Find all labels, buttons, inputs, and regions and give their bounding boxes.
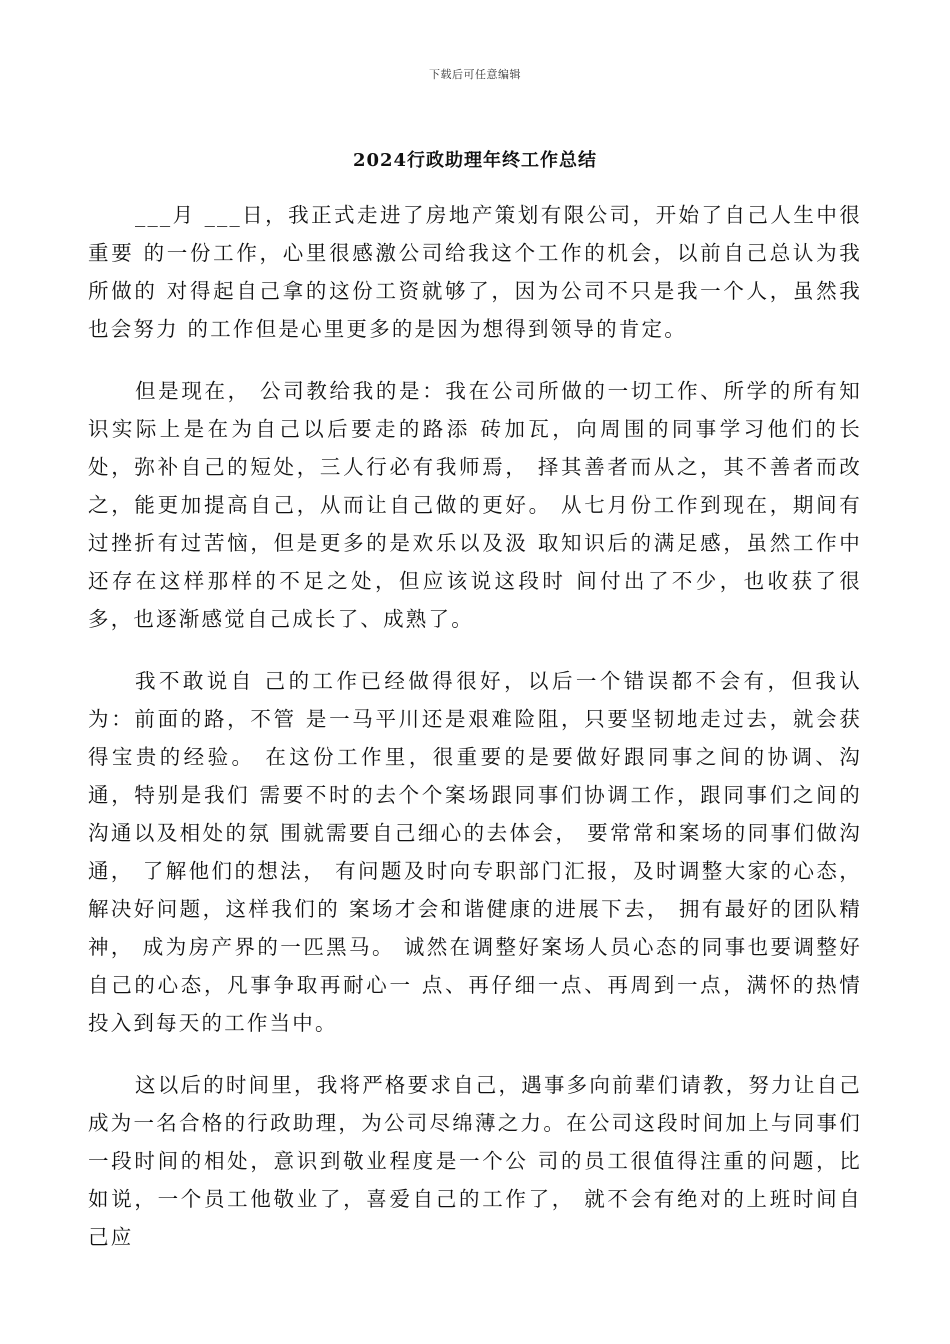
paragraph: 但是现在， 公司教给我的是：我在公司所做的一切工作、所学的所有知识实际上是在为自己以后要走的路添 砖加瓦，向周围的同事学习他们的长处，弥补自己的短处，三人行必有我师焉， 择其善者而从之，其不善者而改之，能更加提高自己，从而让自己做的更好。 从七月份工作到现在，期间有过挫折有过苦恼，但是更多的是欢乐以及汲 取知识后的满足感，虽然工作中还存在这样那样的不足之处，但应该说这段时 间付出了不少，也收获了很多，也逐渐感觉自己成长了、成熟了。 — [88, 379, 862, 631]
paragraph: 我不敢说自 己的工作已经做得很好，以后一个错误都不会有，但我认为：前面的路，不管 是一马平川还是艰难险阻，只要坚韧地走过去，就会获得宝贵的经验。 在这份工作里，很重要的是要做好跟同事之间的协调、沟通，特别是我们 需要不时的去个个案场跟同事们协调工作，跟同事们之间的沟通以及相处的氛 围就需要自己细心的去体会， 要常常和案场的同事们做沟通， 了解他们的想法， 有问题及时向专职部门汇报，及时调整大家的心态，解决好问题，这样我们的 案场才会和谐健康的进展下去， 拥有最好的团队精神， 成为房产界的一匹黑马。 诚然在调整好案场人员心态的同事也要调整好自己的心态，凡事争取再耐心一 点、再仔细一点、再周到一点，满怀的热情投入到每天的工作当中。 — [88, 669, 862, 1035]
paragraph: 这以后的时间里，我将严格要求自己，遇事多向前辈们请教，努力让自己成为一名合格的行政助理，为公司尽绵薄之力。在公司这段时间加上与同事们一段时间的相处，意识到敬业程度是一个公 司的员工很值得注重的问题，比如说，一个员工他敬业了，喜爱自己的工作了， 就不会有绝对的上班时间自己应 — [88, 1073, 862, 1249]
document-title: 2024行政助理年终工作总结 — [352, 150, 598, 171]
paragraph: ___月 ___日，我正式走进了房地产策划有限公司，开始了自己人生中很重要 的一份工作，心里很感激公司给我这个工作的机会，以前自己总认为我所做的 对得起自己拿的这份工资就够了，因为公司不只是我一个人，虽然我也会努力 的工作但是心里更多的是因为想得到领导的肯定。 — [88, 203, 862, 341]
document-body — [88, 196, 862, 1280]
header-note: 下载后可任意编辑 — [429, 68, 521, 81]
